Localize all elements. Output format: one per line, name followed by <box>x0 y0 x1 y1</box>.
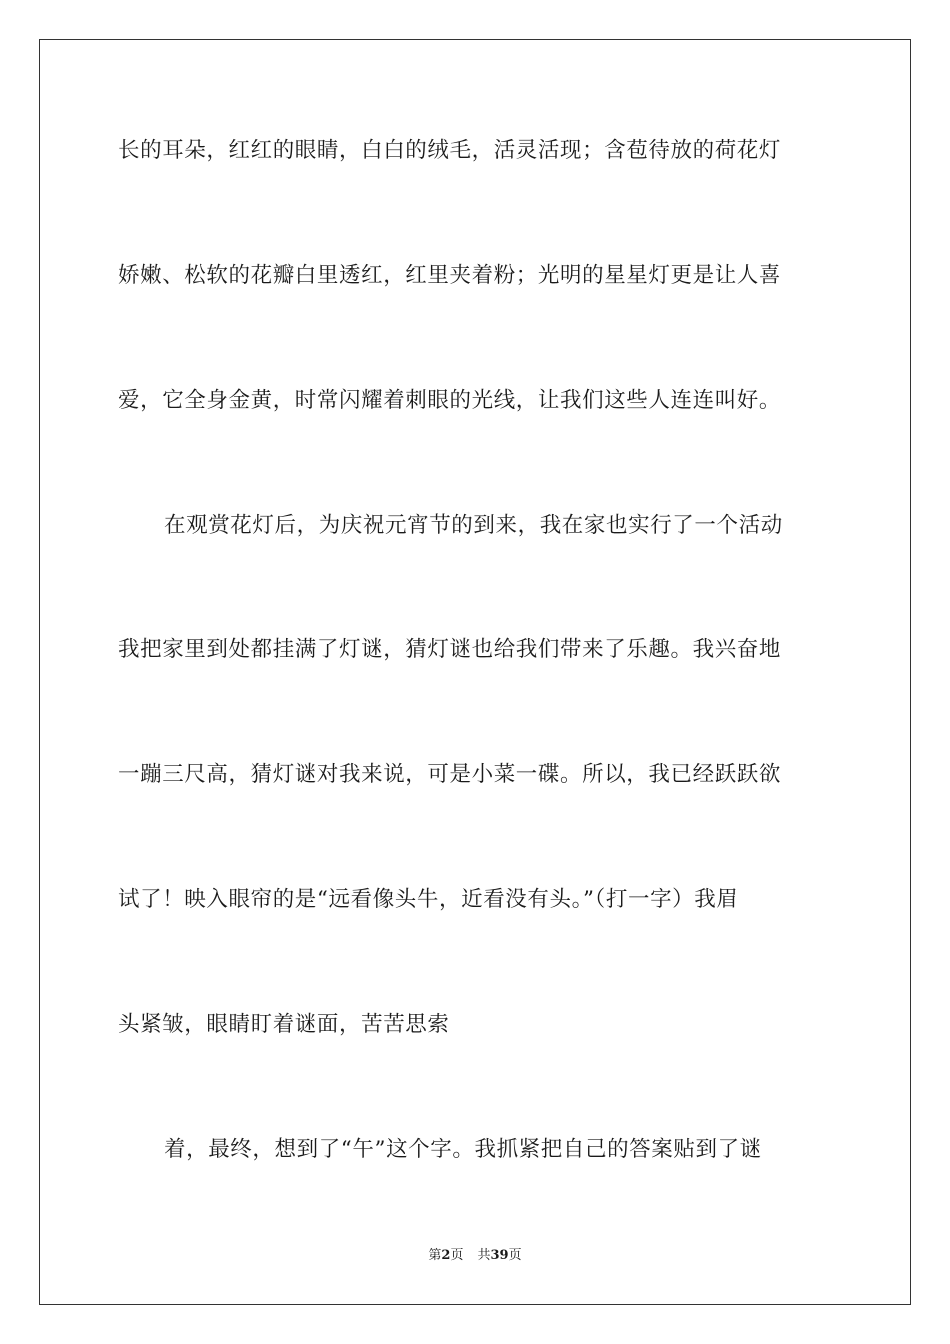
text-line-6: 一蹦三尺高，猜灯谜对我来说，可是小菜一碟。所以，我已经跃跃欲 <box>118 762 782 787</box>
text-line-1: 长的耳朵，红红的眼睛，白白的绒毛，活灵活现；含苞待放的荷花灯 <box>118 138 782 163</box>
page-footer <box>0 1247 950 1265</box>
footer-page-prefix: 第 <box>428 1248 442 1263</box>
footer-total-pages: 39 <box>490 1248 509 1263</box>
footer-page-suffix: 页 <box>450 1248 464 1263</box>
page-border <box>39 39 911 1305</box>
footer-total-prefix: 共 <box>477 1248 491 1263</box>
text-line-3: 爱，它全身金黄，时常闪耀着刺眼的光线，让我们这些人连连叫好。 <box>118 388 782 413</box>
footer-page-number: 2 <box>441 1248 451 1263</box>
text-line-5: 我把家里到处都挂满了灯谜，猜灯谜也给我们带来了乐趣。我兴奋地 <box>118 637 782 662</box>
text-line-2: 娇嫩、松软的花瓣白里透红，红里夹着粉；光明的星星灯更是让人喜 <box>118 263 782 288</box>
text-line-4: 在观赏花灯后，为庆祝元宵节的到来，我在家也实行了一个活动 <box>164 513 783 538</box>
text-line-7: 试了！映入眼帘的是“远看像头牛，近看没有头。”（打一字）我眉 <box>118 887 739 912</box>
text-line-8: 头紧皱，眼睛盯着谜面，苦苦思索 <box>118 1012 450 1037</box>
text-line-9: 着，最终，想到了“午”这个字。我抓紧把自己的答案贴到了谜 <box>164 1137 762 1162</box>
footer-total-suffix: 页 <box>508 1248 522 1263</box>
